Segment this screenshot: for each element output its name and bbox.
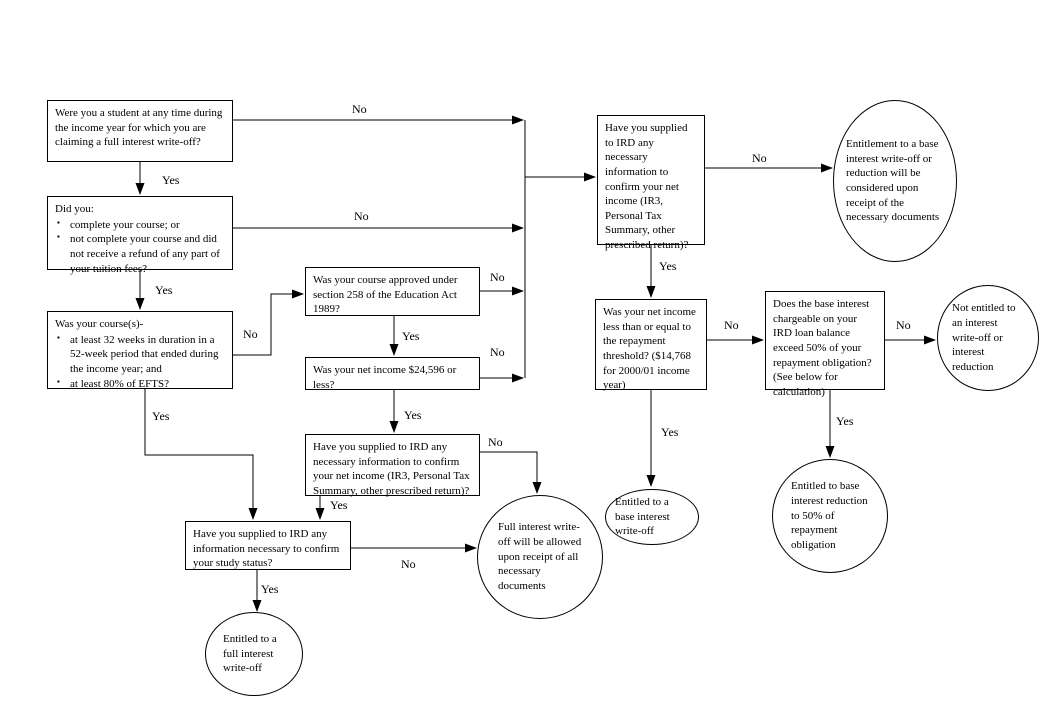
node-q-supplied-net-income-mid: Have you supplied to IRD any necessary information to confirm your net income (IR3, Personal Tax Summary, other prescribed return)? bbox=[305, 434, 480, 496]
edge-label-netincome-no: No bbox=[752, 151, 767, 165]
ellipse-text: Not entitled to an interest write-off or interest reduction bbox=[952, 302, 1016, 373]
edge-label-exceed-yes: Yes bbox=[836, 414, 854, 428]
node-q-did-you bbox=[47, 196, 233, 275]
bullet-item: ▪ not complete your course and did not receive a refund of any part of your tuition fees? bbox=[70, 232, 226, 276]
edge-label-didyou-no: No bbox=[354, 209, 369, 223]
node-o-full-writeoff-allowed bbox=[477, 495, 603, 619]
edge-label-suppliedmid-no: No bbox=[488, 435, 503, 449]
edge-label-income24596-yes: Yes bbox=[404, 408, 422, 422]
edge-label-course-no: No bbox=[243, 327, 258, 341]
edge-label-studystatus-no: No bbox=[401, 557, 416, 571]
edge-label-student-no: No bbox=[352, 102, 367, 116]
node-o-base-reduction bbox=[772, 459, 888, 573]
node-o-base-writeoff bbox=[605, 489, 699, 545]
edge-label-threshold-no: No bbox=[724, 318, 739, 332]
node-q-course-approved: Was your course approved under section 258 of the Education Act 1989? bbox=[305, 267, 480, 316]
bullet-item: ▪ at least 80% of EFTS? bbox=[70, 377, 226, 392]
node-q-did-you-intro: Did you: bbox=[55, 203, 94, 215]
edge-label-netincome-yes: Yes bbox=[659, 259, 677, 273]
node-q-did-you-bullets bbox=[55, 218, 226, 277]
node-q-base-interest-exceed: Does the base interest chargeable on your IRD loan balance exceed 50% of your repayment obligation? (See below for calculation) bbox=[765, 291, 885, 390]
edge-label-suppliedmid-yes: Yes bbox=[330, 498, 348, 512]
node-o-not-entitled bbox=[937, 285, 1039, 391]
arrow-suppliedmid-no bbox=[480, 452, 537, 493]
ellipse-text: Full interest write-off will be allowed upon receipt of all necessary documents bbox=[498, 521, 582, 592]
edge-label-threshold-yes: Yes bbox=[661, 425, 679, 439]
node-q-supplied-net-income-right: Have you supplied to IRD any necessary information to confirm your net income (IR3, Personal Tax Summary, other prescribed return)? bbox=[597, 115, 705, 245]
node-q-supplied-study-status: Have you supplied to IRD any information necessary to confirm your study status? bbox=[185, 521, 351, 570]
edge-label-course-yes: Yes bbox=[152, 409, 170, 423]
ellipse-text: Entitled to base interest reduction to 50% of repayment obligation bbox=[791, 480, 868, 551]
node-q-course bbox=[47, 311, 233, 389]
edge-label-student-yes: Yes bbox=[162, 173, 180, 187]
ellipse-text: Entitled to a base interest write-off bbox=[615, 496, 670, 538]
edge-label-approved-no: No bbox=[490, 270, 505, 284]
node-q-course-bullets bbox=[55, 333, 226, 392]
bullet-item: ▪ complete your course; or bbox=[70, 218, 226, 233]
edge-label-studystatus-yes: Yes bbox=[261, 582, 279, 596]
node-q-repayment-threshold: Was your net income less than or equal to the repayment threshold? ($14,768 for 2000/01 income year) bbox=[595, 299, 707, 390]
arrow-course-no bbox=[233, 294, 303, 355]
node-q-course-intro: Was your course(s)- bbox=[55, 318, 144, 330]
node-o-entitlement-considered bbox=[833, 100, 957, 262]
edge-label-income24596-no: No bbox=[490, 345, 505, 359]
edge-label-didyou-yes: Yes bbox=[155, 283, 173, 297]
ellipse-text: Entitled to a full interest write-off bbox=[223, 633, 277, 675]
node-q-net-income-24596: Was your net income $24,596 or less? bbox=[305, 357, 480, 390]
node-q-student: Were you a student at any time during the income year for which you are claiming a full interest write-off? bbox=[47, 100, 233, 162]
bullet-item: ▪ at least 32 weeks in duration in a 52-week period that ended during the income year; and bbox=[70, 333, 226, 377]
edge-label-exceed-no: No bbox=[896, 318, 911, 332]
edge-label-approved-yes: Yes bbox=[402, 329, 420, 343]
node-o-full-writeoff bbox=[205, 612, 303, 696]
ellipse-text: Entitlement to a base interest write-off or reduction will be considered upon receipt of the necessary documents bbox=[846, 138, 940, 224]
